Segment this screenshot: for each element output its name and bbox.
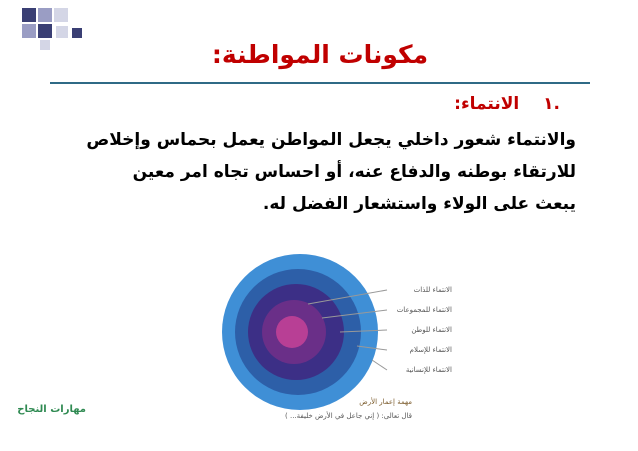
label-groups: الانتماء للمجموعات (396, 306, 452, 314)
belonging-circles-figure (212, 246, 462, 431)
paragraph-line-3: يبعث على الولاء واستشعار الفضل له. (262, 194, 576, 214)
slide-title: مكونات المواطنة: (211, 40, 429, 69)
label-self: الانتماء للذات (413, 286, 452, 294)
caption-text: قال تعالى: ( إني جاعل في الأرض خليفة... ) (285, 412, 412, 420)
paragraph-line-2: للارتقاء بوطنه والدفاع عنه، أو احساس تجاه امر معين (132, 162, 576, 182)
title-divider (50, 82, 590, 84)
heading-label: الانتماء: (454, 94, 520, 114)
label-nation: الانتماء للوطن (411, 326, 452, 334)
paragraph (66, 124, 576, 220)
decorative-squares (22, 8, 92, 52)
caption-title: مهمة إعمار الأرض (359, 398, 412, 406)
label-islam: الانتماء للإسلام (409, 346, 452, 354)
label-humanity: الانتماء للإنسانية (405, 366, 452, 374)
brand-logo: مهارات النجاح (17, 404, 86, 415)
ring-self (276, 316, 308, 348)
section-heading (454, 94, 560, 114)
heading-number: .١ (543, 94, 560, 114)
paragraph-line-1: والانتماء شعور داخلي يجعل المواطن يعمل بحماس وإخلاص (86, 130, 576, 150)
